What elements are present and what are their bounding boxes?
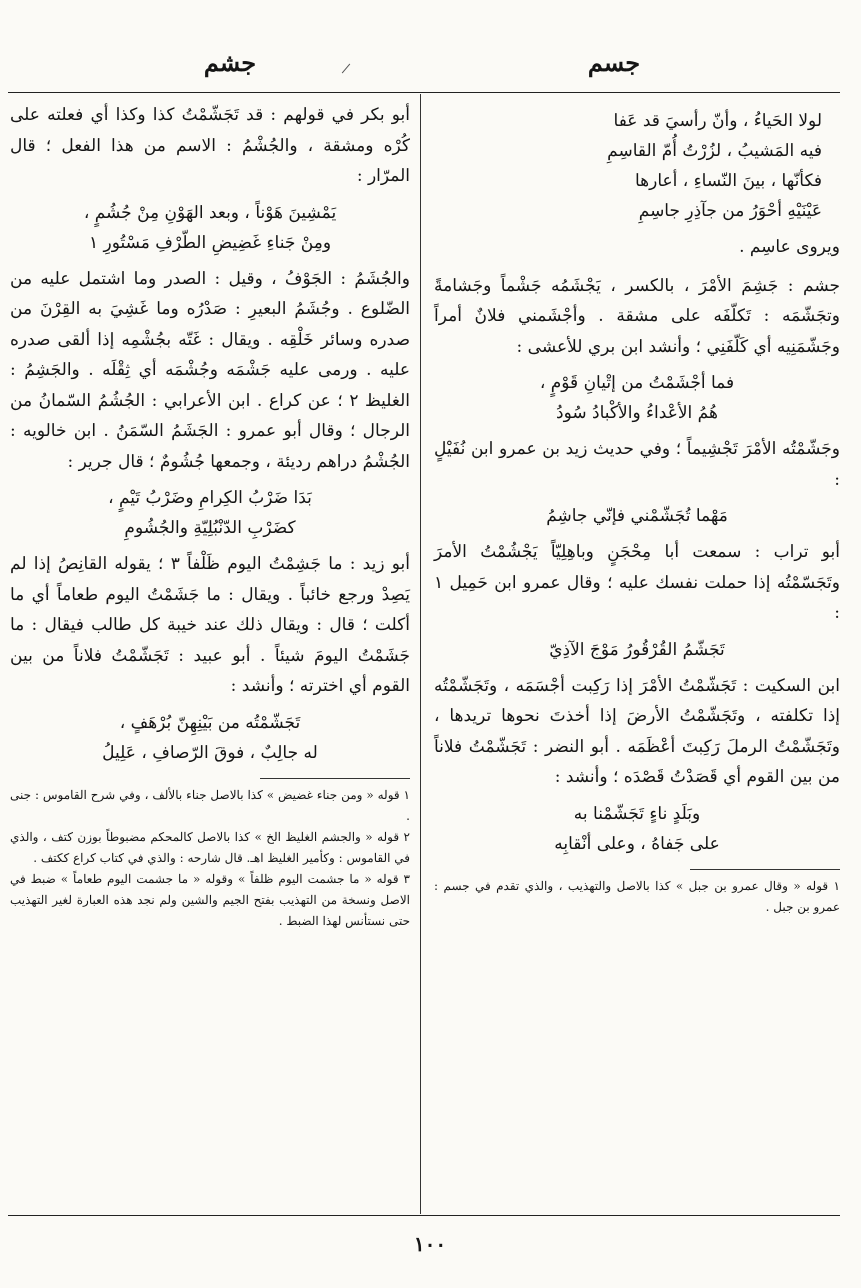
footnote-rule [260, 778, 410, 779]
paragraph: وجَشّمْتُه الأمْرَ تَجْشِيماً ؛ وفي حديث زيد بن عمرو ابن نُفَيْلٍ : [434, 439, 840, 490]
verse-line: يَمْشِينَ هَوْناً ، وبعد الهَوْنِ مِنْ جُشُمٍ ، [83, 202, 337, 223]
verse-line: عَيْنَيْهِ أحْوَرُ من جآذِرِ جاسِمِ [638, 201, 822, 221]
paragraph: ويروى عاسِم . [739, 237, 840, 257]
paragraph: أبو زيد : ما جَشِمْتُ اليوم ظَلْفاً ٣ ؛ يقوله القانِصُ إذا لم يَصِدْ ورجع خائباً . ويقال : ما جَشَمْتُ اليوم طعاماً أي ما أكلت ؛ قال : ويقال ذلك عند خيبة كل طالب فيقال : ما جَشَمْتُ اليومَ شيئاً . أبو عبيد : تَجَشّمْتُ فلاناً من بين القوم أي اخترته ؛ وأنشد : [10, 554, 410, 696]
margin-mark [342, 64, 350, 74]
verse-block [434, 635, 840, 665]
right-column [434, 100, 840, 918]
verse-block [434, 799, 840, 859]
verse-line: فكأنّها ، بينَ النّساءِ ، أعارها [634, 171, 822, 191]
verse-line: هُمُ الأعْداءُ والأكْبادُ سُودُ [556, 403, 718, 423]
column-divider [420, 94, 421, 1214]
paragraph: والجُشَمُ : الجَوْفُ ، وقيل : الصدر وما اشتمل عليه من الضّلوع . وجُشَمُ البعيرِ : صَدْرُه وما غَشِيَ به القِرْنَ من صدره وسائر خَلْقِه . ويقال : غَتّه بجُشْمِه إذا ألقى صدره عليه . ورمى عليه جَشْمَه وجُشْمَه أي ثِقْلَه . والجَشِمُ : الغليظ ٢ ؛ عن كراع . ابن الأعرابي : الجُشُمُ السّمانُ من الرجال ؛ وقال أبو عمرو : الجَشَمُ السّمَنُ . ابن خالويه : الجُشْمُ دراهم رديئة ، وجمعها جُشُومٌ ؛ قال جرير : [10, 268, 410, 472]
verse-line: فيه المَشيبُ ، لزُرْتُ أُمّ القاسِمِ [607, 141, 822, 161]
paragraph: أبو تراب : سمعت أبا مِحْجَنٍ وباهِلِيّاً يَجْشُمْتُ الأمرَ وتَجَسّمْتُه إذا حملت نفسك عليه ؛ وقال عمرو ابن حَمِيل ١ : [434, 542, 840, 623]
paragraph: ابن السكيت : تَجَشّمْتُ الأمْرَ إذا رَكِبت أجْسَمَه ، وتَجَشّمْتُه إذا تكلفته ، وتَجَشّمْتُ الأرضَ إذا أخذتَ نحوها تريدها ، وتَجَشّمْتُ الرملَ رَكِبتَ أعْظَمَه . أبو النضر : تَجَشّمْتُ فلاناً من بين القوم أي قَصَدْتُ قَصْدَه ؛ وأنشد : [434, 675, 840, 787]
verse-block [434, 501, 840, 531]
header-rule [8, 92, 840, 93]
verse-line: ومِنْ جَناءِ غَضِيضِ الطّرْفِ مَسْتُورِ ١ [88, 232, 332, 253]
footnote: ٣ قوله « ما جشمت اليوم ظلفاً » وقوله « ما جشمت اليوم طعاماً » ضبط في الاصل ونسخة من التهذيب بفتح الجيم والشين ولم نجد هذه العبارة لغير التهذيب حتى نستأنس لهذا الضبط . [10, 871, 410, 928]
left-column [10, 100, 410, 932]
page-number: ١٠٠ [413, 1232, 447, 1256]
verse-block [10, 483, 410, 543]
verse-line: تَجَشّمْتُه من بَيْنِهِنّ بُرْهَفٍ ، [119, 712, 301, 733]
verse-line: لولا الحَياءُ ، وأنّ رأسيَ قد عَفا [613, 111, 822, 131]
footnote: ١ قوله « ومن جناء غضيض » كذا بالاصل جناء بالألف ، وفي شرح القاموس : جنى . [10, 787, 410, 823]
verse-line: تَجَشّمُ القُرْقُورُ مَوْجَ الآذِيّ [549, 639, 725, 660]
footer-rule [8, 1215, 840, 1216]
header-right-headword: جسم [587, 48, 641, 77]
entry-paragraph: جشم : جَشِمَ الأمْرَ ، بالكسر ، يَجْشَمُه جَشْماً وجَشامةً وتجَشّمَه : تَكلّفَه على مشقة . وأجْشَمني فلانٌ أمراً وجَشّمَنِيه أي كَلّفَنِي ؛ وأنشد ابن بري للأعشى : [434, 275, 840, 357]
verse-line: على جَفاهُ ، وعلى أنْقابِه [554, 833, 720, 854]
verse-line: بَدَا ضَرْبُ الكِرامِ وضَرْبُ تَيْمٍ ، [108, 488, 312, 508]
verse-block [434, 106, 840, 226]
paragraph: أبو بكر في قولهم : قد تَجَشّمْتُ كذا وكذا أي فعلته على كُرْه ومشقة ، والجُشْمُ : الاسم من هذا الفعل ؛ قال المرّار : [10, 105, 410, 186]
verse-line: مَهْما تُجَشّمْني فإنّي جاشِمُ [546, 506, 728, 526]
verse-block [10, 708, 410, 768]
footnote-rule [690, 869, 840, 870]
footnote: ١ قوله « وقال عمرو بن جبل » كذا بالاصل والتهذيب ، والذي تقدم في جسم : عمرو بن جبل . [434, 878, 840, 914]
verse-block [434, 368, 840, 428]
header-left-headword: جشم [203, 48, 257, 77]
verse-line: له جالِبٌ ، فوقَ الرّصافِ ، عَلِيلُ [102, 742, 318, 763]
verse-line: كضَرْبِ الدّنْبُلِيّةِ والجُشُومِ [124, 518, 296, 538]
verse-line: وبَلَدٍ ناءٍ تَجَشّمْنا به [573, 803, 701, 824]
verse-line: فما أجْشَمْتُ من إتْيانِ قَوْمٍ ، [539, 373, 735, 393]
footnote: ٢ قوله « والجشم الغليظ الخ » كذا بالاصل كالمحكم مضبوطاً بوزن كتف ، والذي في القاموس : وكأمير الغليظ اهـ. قال شارحه : والذي في كتاب كراع ككتف . [10, 829, 410, 865]
verse-block [10, 198, 410, 258]
